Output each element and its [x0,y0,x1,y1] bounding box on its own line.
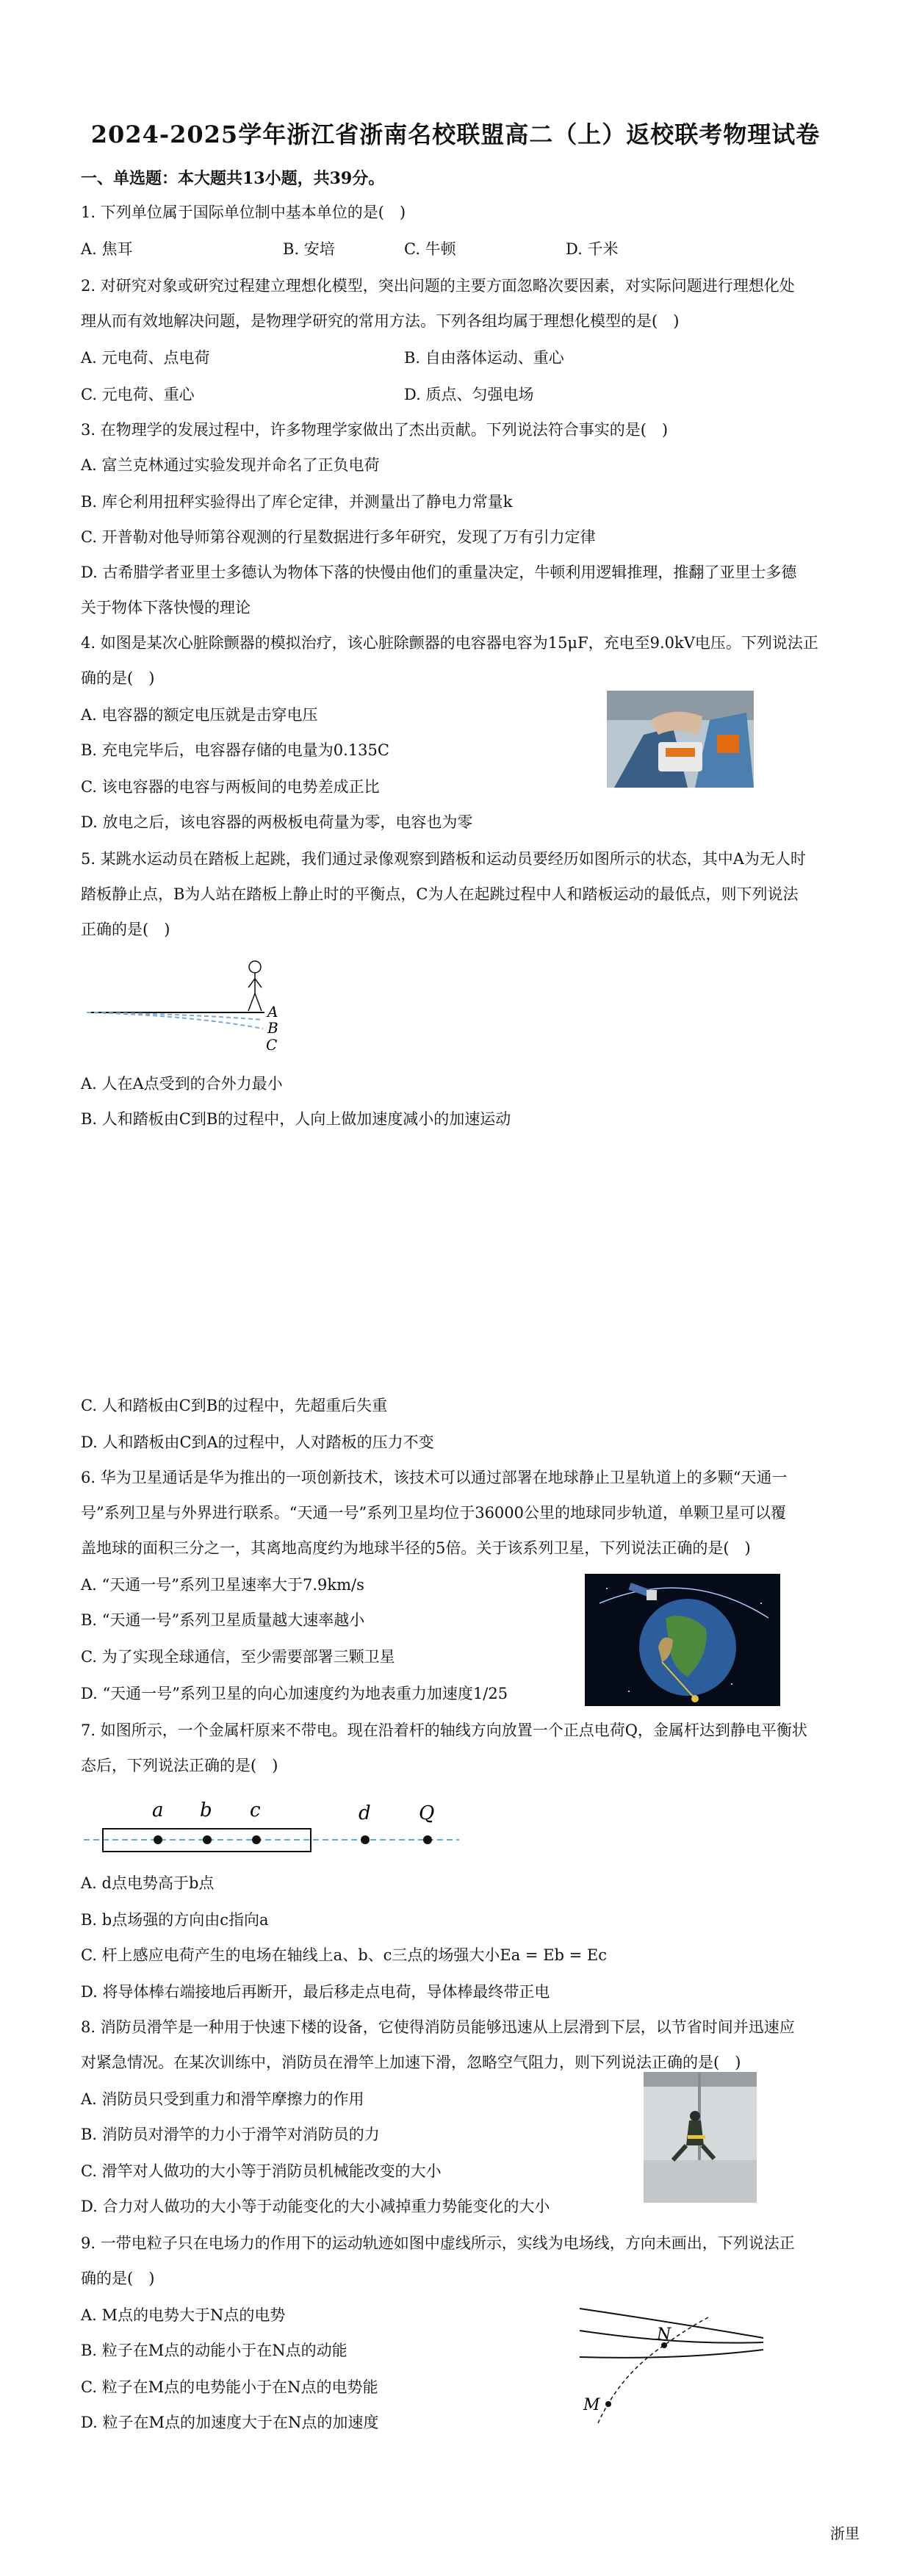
q5-stem-line1: 5. 某跳水运动员在踏板上起跳，我们通过录像观察到踏板和运动员要经历如图所示的状态，其中A为无人时 [81,850,806,868]
q5-stem-line3: 正确的是( ) [81,921,170,938]
q5-option-b: B. 人和踏板由C到B的过程中，人向上做加速度减小的加速运动 [81,1110,511,1128]
figure-label-a: A [267,1003,278,1021]
q4-stem-line2: 确的是( ) [81,669,155,687]
q6-stem-line1: 6. 华为卫星通话是华为推出的一项创新技术，该技术可以通过部署在地球静止卫星轨道上的多颗“天通一 [81,1469,788,1486]
q5-option-a: A. 人在A点受到的合外力最小 [81,1075,283,1093]
figure-label-b: B [267,1019,278,1037]
q9-option-a: A. M点的电势大于N点的电势 [81,2306,286,2324]
q6-option-d: D. “天通一号”系列卫星的向心加速度约为地表重力加速度1/25 [81,1685,508,1702]
q2-option-a: A. 元电荷、点电荷 [81,349,210,367]
q3-option-c: C. 开普勒对他导师第谷观测的行星数据进行多年研究，发现了万有引力定律 [81,528,596,546]
q2-option-b: B. 自由落体运动、重心 [404,349,564,367]
field-line-figure [576,2294,767,2426]
q5-option-d: D. 人和踏板由C到A的过程中，人对踏板的压力不变 [81,1433,434,1451]
q6-stem-line3: 盖地球的面积三分之一，其离地高度约为地球半径的5倍。关于该系列卫星，下列说法正确的是( ) [81,1539,751,1557]
q1-option-c: C. 牛顿 [404,240,456,258]
q3-option-d-line1: D. 古希腊学者亚里士多德认为物体下落的快慢由他们的重量决定，牛顿利用逻辑推理，推翻了亚里士多德 [81,564,797,581]
q7-stem-line1: 7. 如图所示，一个金属杆原来不带电。现在沿着杆的轴线方向放置一个正点电荷Q，金属杆达到静电平衡状 [81,1721,807,1739]
rod-label-a: a [152,1799,164,1821]
q4-option-b: B. 充电完毕后，电容器存储的电量为0.135C [81,741,389,759]
metal-rod-figure [81,1787,463,1860]
q4-option-d: D. 放电之后，该电容器的两极板电荷量为零，电容也为零 [81,813,473,831]
q4-option-a: A. 电容器的额定电压就是击穿电压 [81,706,318,724]
q7-stem-line2: 态后，下列说法正确的是( ) [81,1757,278,1774]
q9-option-d: D. 粒子在M点的加速度大于在N点的加速度 [81,2414,379,2431]
rod-label-b: b [200,1799,212,1821]
q4-option-c: C. 该电容器的电容与两板间的电势差成正比 [81,778,380,796]
q3-option-d-line2: 关于物体下落快慢的理论 [81,599,251,616]
q3-option-b: B. 库仑利用扭秤实验得出了库仑定律，并测量出了静电力常量k [81,493,513,511]
q6-option-c: C. 为了实现全球通信，至少需要部署三颗卫星 [81,1648,395,1666]
q7-option-b: B. b点场强的方向由c指向a [81,1911,269,1929]
q7-option-d: D. 将导体棒右端接地后再断开，最后移走点电荷，导体棒最终带正电 [81,1983,550,2001]
q9-option-b: B. 粒子在M点的动能小于在N点的动能 [81,2342,348,2359]
q7-option-c: C. 杆上感应电荷产生的电场在轴线上a、b、c三点的场强大小Ea = Eb = Ec [81,1946,607,1964]
q2-stem-line1: 2. 对研究对象或研究过程建立理想化模型，突出问题的主要方面忽略次要因素，对实际问题进行理想化处 [81,277,795,295]
section-heading: 一、单选题：本大题共13小题，共39分。 [81,169,385,188]
q8-stem-line1: 8. 消防员滑竿是一种用于快速下楼的设备，它使得消防员能够迅速从上层滑到下层，以节省时间并迅速应 [81,2018,795,2036]
q4-stem-line1: 4. 如图是某次心脏除颤器的模拟治疗，该心脏除颤器的电容器电容为15μF，充电至9.0kV电压。下列说法正 [81,634,818,652]
q1-option-b: B. 安培 [283,240,335,258]
q2-option-d: D. 质点、匀强电场 [404,386,534,403]
q6-option-a: A. “天通一号”系列卫星速率大于7.9km/s [81,1576,364,1594]
field-label-m: M [583,2396,600,2414]
q3-option-a: A. 富兰克林通过实验发现并命名了正负电荷 [81,456,380,474]
q8-option-b: B. 消防员对滑竿的力小于滑竿对消防员的力 [81,2126,380,2143]
satellite-earth-photo [585,1574,780,1706]
q7-option-a: A. d点电势高于b点 [81,1874,215,1892]
q8-option-a: A. 消防员只受到重力和滑竿摩擦力的作用 [81,2090,364,2108]
q8-option-d: D. 合力对人做功的大小等于动能变化的大小减掉重力势能变化的大小 [81,2198,550,2215]
q8-stem-line2: 对紧急情况。在某次训练中，消防员在滑竿上加速下滑，忽略空气阻力，则下列说法正确的是( ) [81,2054,741,2071]
q5-stem-line2: 踏板静止点，B为人站在踏板上静止时的平衡点，C为人在起跳过程中人和踏板运动的最低点，则下列说法 [81,885,799,903]
q5-option-c: C. 人和踏板由C到B的过程中，先超重后失重 [81,1397,388,1414]
defibrillator-photo [607,691,754,788]
firefighter-pole-photo [644,2072,757,2203]
rod-label-d: d [359,1802,371,1824]
q1-option-d: D. 千米 [566,240,619,258]
rod-label-c: c [250,1799,261,1821]
q6-stem-line2: 号”系列卫星与外界进行联系。“天通一号”系列卫星均位于36000公里的地球同步轨道，单颗卫星可以覆 [81,1504,787,1522]
field-label-n: N [657,2325,671,2344]
q2-stem-line2: 理从而有效地解决问题，是物理学研究的常用方法。下列各组均属于理想化模型的是( ) [81,312,680,330]
q9-stem-line1: 9. 一带电粒子只在电场力的作用下的运动轨迹如图中虚线所示，实线为电场线，方向未画出，下列说法正 [81,2234,795,2252]
q1-stem: 1. 下列单位属于国际单位制中基本单位的是( ) [81,204,406,221]
page-title: 2024-2025学年浙江省浙南名校联盟高二（上）返校联考物理试卷 [90,120,821,148]
q8-option-c: C. 滑竿对人做功的大小等于消防员机械能改变的大小 [81,2162,442,2180]
diving-board-figure [81,952,294,1062]
q1-option-a: A. 焦耳 [81,240,133,258]
rod-label-q: Q [419,1802,435,1824]
q9-stem-line2: 确的是( ) [81,2270,155,2287]
q2-option-c: C. 元电荷、重心 [81,386,195,403]
page-footer: 浙里 [830,2525,860,2542]
figure-label-c: C [266,1036,278,1054]
q6-option-b: B. “天通一号”系列卫星质量越大速率越小 [81,1611,365,1629]
q9-option-c: C. 粒子在M点的电势能小于在N点的电势能 [81,2378,378,2396]
q3-stem: 3. 在物理学的发展过程中，许多物理学家做出了杰出贡献。下列说法符合事实的是( ) [81,421,669,439]
